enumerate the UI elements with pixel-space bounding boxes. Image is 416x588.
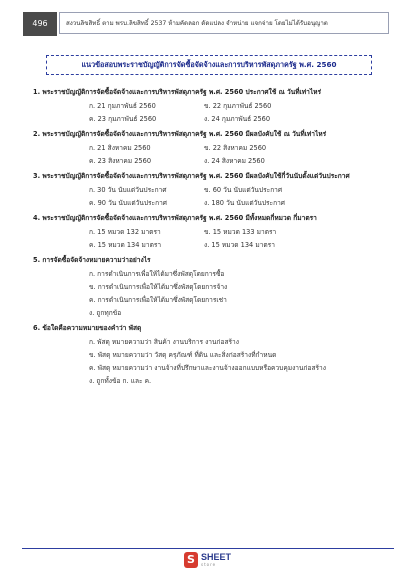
option-b: ข. 22 กุมภาพันธ์ 2560 [204, 102, 272, 110]
option-a: ก. 21 สิงหาคม 2560 [89, 144, 151, 152]
option-c: ค. 23 สิงหาคม 2560 [89, 157, 152, 165]
options-4 [33, 226, 373, 252]
option-b: ข. 15 หมวด 133 มาตรา [204, 228, 277, 236]
option-a: ก. การดำเนินการเพื่อให้ได้มาซึ่งพัสดุโดยการซื้อ [89, 270, 225, 278]
logo-subtext: store [201, 562, 217, 567]
logo-wordmark [201, 553, 231, 567]
option-d: ง. ถูกทุกข้อ [89, 309, 122, 317]
option-d: ง. 180 วัน นับแต่วันประกาศ [204, 199, 285, 207]
option-c: ค. 90 วัน นับแต่วันประกาศ [89, 199, 167, 207]
option-b: ข. การดำเนินการเพื่อให้ได้มาซึ่งพัสดุโดยการจ้าง [89, 283, 228, 291]
copyright-notice: สงวนลิขสิทธิ์ ตาม พรบ.ลิขสิทธิ์ 2537 ห้ามคัดลอก ดัดแปลง จำหน่าย แจกจ่าย โดยไม่ได้รับอนุญาต [59, 12, 389, 34]
option-d: ง. ถูกทั้งข้อ ก. และ ค. [89, 377, 152, 385]
option-b: ข. 60 วัน นับแต่วันประกาศ [204, 186, 283, 194]
option-a: ก. 21 กุมภาพันธ์ 2560 [89, 102, 156, 110]
options-1 [33, 100, 373, 126]
options-5 [33, 268, 373, 320]
question-4: 4. พระราชบัญญัติการจัดซื้อจัดจ้างและการบริหารพัสดุภาครัฐ พ.ศ. 2560 มีทั้งหมดกี่หมวด กี่มาตรา [33, 214, 317, 222]
option-a: ก. 15 หมวด 132 มาตรา [89, 228, 161, 236]
sheet-store-logo [184, 552, 231, 568]
question-list [33, 86, 373, 390]
option-d: ง. 15 หมวด 134 มาตรา [204, 241, 275, 249]
option-c: ค. 15 หมวด 134 มาตรา [89, 241, 162, 249]
logo-text: SHEET [201, 552, 232, 562]
document-title: แนวข้อสอบพระราชบัญญัติการจัดซื้อจัดจ้างและการบริหารพัสดุภาครัฐ พ.ศ. 2560 [46, 55, 372, 75]
logo-mark-icon: S [184, 552, 198, 568]
question-6: 6. ข้อใดคือความหมายของคำว่า พัสดุ [33, 324, 142, 332]
option-c: ค. 23 กุมภาพันธ์ 2560 [89, 115, 157, 123]
option-b: ข. พัสดุ หมายความว่า วัสดุ ครุภัณฑ์ ที่ดิน และสิ่งก่อสร้างที่กำหนด [89, 351, 277, 359]
option-d: ง. 24 กุมภาพันธ์ 2560 [204, 115, 271, 123]
question-2: 2. พระราชบัญญัติการจัดซื้อจัดจ้างและการบริหารพัสดุภาครัฐ พ.ศ. 2560 มีผลบังคับใช้ ณ วันที่เท่าไหร่ [33, 130, 327, 138]
question-3: 3. พระราชบัญญัติการจัดซื้อจัดจ้างและการบริหารพัสดุภาครัฐ พ.ศ. 2560 มีผลบังคับใช้กี่วันนับตั้งแต่วันประกาศ [33, 172, 350, 180]
option-c: ค. การดำเนินการเพื่อให้ได้มาซึ่งพัสดุโดยการเช่า [89, 296, 227, 304]
footer-divider [22, 548, 394, 549]
option-b: ข. 22 สิงหาคม 2560 [204, 144, 267, 152]
page-number: 496 [23, 12, 57, 36]
option-a: ก. 30 วัน นับแต่วันประกาศ [89, 186, 167, 194]
question-5: 5. การจัดซื้อจัดจ้างหมายความว่าอย่างไร [33, 256, 151, 264]
options-6 [33, 336, 373, 388]
options-2 [33, 142, 373, 168]
options-3 [33, 184, 373, 210]
option-c: ค. พัสดุ หมายความว่า งานจ้างที่ปรึกษาและงานจ้างออกแบบหรือควบคุมงานก่อสร้าง [89, 364, 326, 372]
option-a: ก. พัสดุ หมายความว่า สินค้า งานบริการ งานก่อสร้าง [89, 338, 239, 346]
option-d: ง. 24 สิงหาคม 2560 [204, 157, 265, 165]
question-1: 1. พระราชบัญญัติการจัดซื้อจัดจ้างและการบริหารพัสดุภาครัฐ พ.ศ. 2560 ประกาศใช้ ณ วันที่เท่าไหร่ [33, 88, 322, 96]
